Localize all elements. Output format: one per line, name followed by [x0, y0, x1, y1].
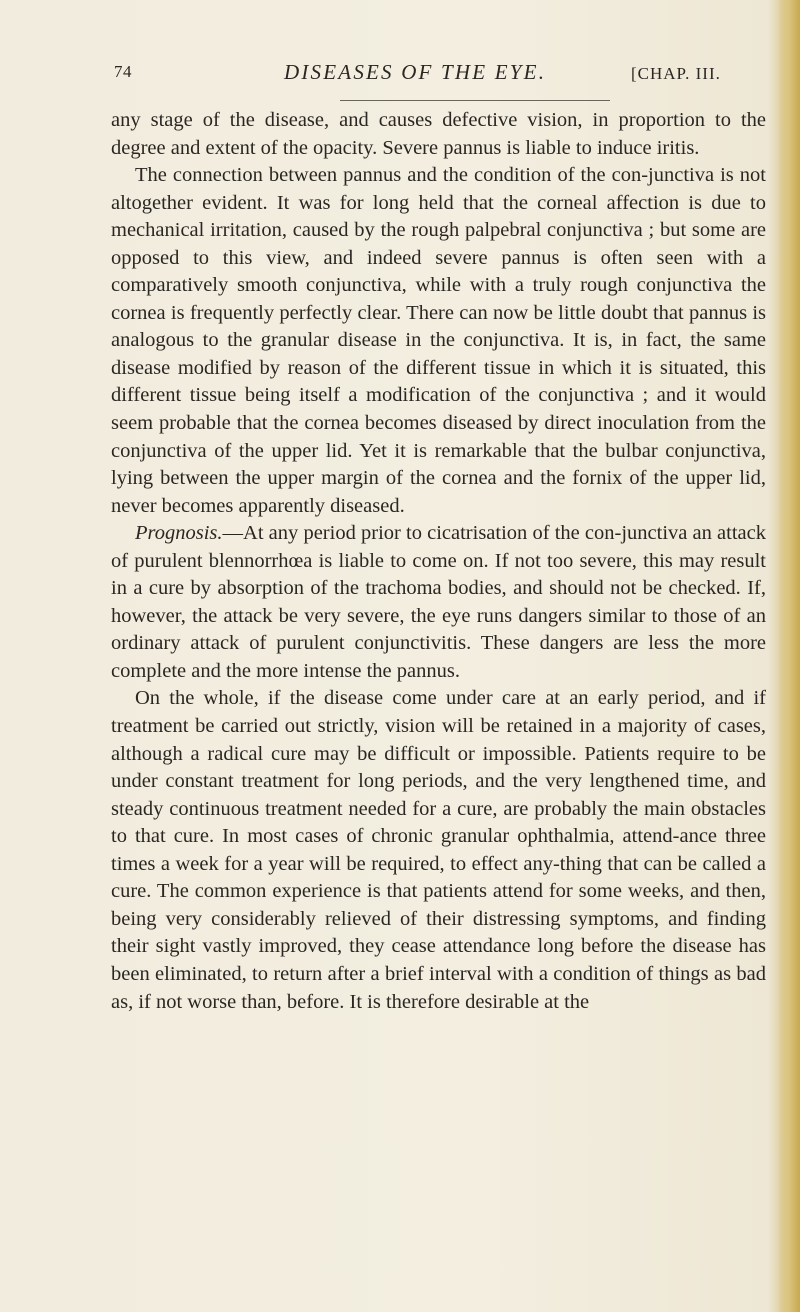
paragraph-outcome: On the whole, if the disease come under care at an early period, and if treatment be carried out strictly, vision will be retained in a majority of cases, although a radical cure may be difficult or impossible. Patients require to be under constant treatment for long periods, and the very lengthened time, and steady continuous treatment needed for a cure, are probably the main obstacles to that cure. In most cases of chronic granular ophthalmia, attend-ance three times a week for a year will be required, to effect any-thing that can be called a cure. The common experience is that patients attend for some weeks, and then, being very considerably relieved of their distressing symptoms, and finding their sight vastly improved, they cease attendance long before the disease has been eliminated, to return after a brief interval with a condition of things as bad as, if not worse than, before. It is therefore desirable at the: [111, 687, 766, 1013]
prognosis-heading: Prognosis.: [135, 522, 223, 545]
page-edge-shadow: [778, 0, 800, 1312]
running-title: DISEASES OF THE EYE.: [284, 60, 547, 84]
chapter-reference: [CHAP. III.: [631, 64, 721, 83]
body-text: [111, 107, 766, 1016]
paragraph-continuation: any stage of the disease, and causes defective vision, in proportion to the degree and extent of the opacity. Severe pannus is liable to induce iritis.: [111, 109, 766, 159]
paragraph-prognosis: [111, 520, 766, 685]
paragraph-connection: The connection between pannus and the condition of the con-junctiva is not altogether evident. It was for long held that the corneal affection is due to mechanical irritation, caused by the rough palpebral conjunctiva ; but some are opposed to this view, and indeed severe pannus is often seen with a comparatively smooth conjunctiva, while with a truly rough conjunctiva the cornea is frequently perfectly clear. There can now be little doubt that pannus is analogous to the granular disease in the conjunctiva. It is, in fact, the same disease modified by reason of the different tissue in which it is situated, this different tissue being itself a modification of the conjunctiva ; and it would seem probable that the cornea becomes diseased by direct inoculation from the conjunctiva of the upper lid. Yet it is remarkable that the bulbar conjunctiva, lying between the upper margin of the cornea and the fornix of the upper lid, never becomes apparently diseased.: [111, 164, 766, 517]
page-number: 74: [114, 62, 132, 81]
prognosis-text: —At any period prior to cicatrisation of the con-junctiva an attack of purulent blennorrhœa is liable to come on. If not too severe, this may result in a cure by absorption of the trachoma bodies, and should not be checked. If, however, the attack be very severe, the eye runs dangers similar to those of an ordinary attack of purulent conjunctivitis. These dangers are less the more complete and the more intense the pannus.: [111, 522, 766, 682]
running-header: [114, 62, 764, 92]
header-rule: [340, 100, 610, 101]
